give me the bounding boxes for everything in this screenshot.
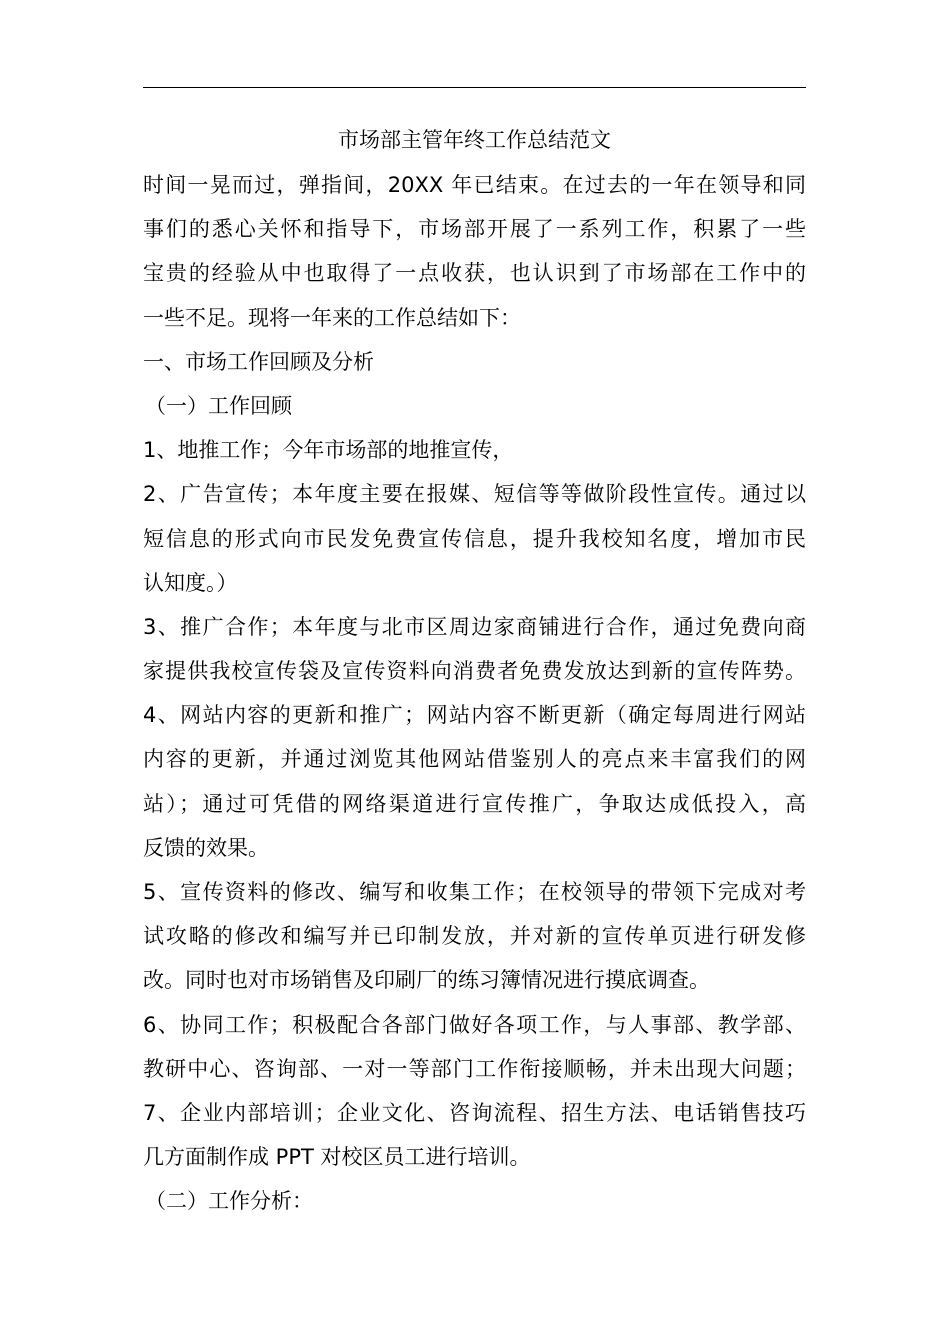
paragraph-line: 一些不足。现将一年来的工作总结如下：	[143, 305, 521, 330]
section-heading: 一、市场工作回顾及分析	[143, 349, 374, 374]
subsection-heading: （一）工作回顾	[145, 393, 292, 418]
list-item-line: 认知度。）	[143, 570, 238, 595]
list-item-line: 反馈的效果。	[143, 835, 269, 860]
subsection-heading: （二）工作分析：	[145, 1189, 313, 1214]
list-item-line: 6、协同工作；积极配合各部门做好各项工作，与人事部、教学部、	[143, 1012, 806, 1037]
list-item-line: 7、企业内部培训；企业文化、咨询流程、招生方法、电话销售技巧	[143, 1100, 806, 1125]
list-item-line: 1、地推工作；今年市场部的地推宣传，	[143, 438, 514, 463]
list-item-line: 站）；通过可凭借的网络渠道进行宣传推广，争取达成低投入，高	[143, 791, 806, 816]
document-title: 市场部主管年终工作总结范文	[338, 128, 611, 152]
list-item-line: 4、网站内容的更新和推广；网站内容不断更新（确定每周进行网站	[143, 703, 806, 728]
list-item-line: 内容的更新，并通过浏览其他网站借鉴别人的亮点来丰富我们的网	[143, 747, 806, 772]
list-item-line: 3、推广合作；本年度与北市区周边家商铺进行合作，通过免费向商	[143, 614, 806, 639]
document-body	[143, 163, 806, 1224]
list-item-line: 短信息的形式向市民发免费宣传信息，提升我校知名度，增加市民	[143, 526, 806, 551]
paragraph-line: 时间一晃而过，弹指间，20XX 年已结束。在过去的一年在领导和同	[143, 173, 806, 197]
list-item-line: 试攻略的修改和编写并已印制发放，并对新的宣传单页进行研发修	[143, 924, 806, 949]
paragraph-line: 宝贵的经验从中也取得了一点收获，也认识到了市场部在工作中的	[143, 261, 806, 286]
list-item-line: 2、广告宣传；本年度主要在报媒、短信等等做阶段性宣传。通过以	[143, 482, 806, 507]
list-item-line: 改。同时也对市场销售及印刷厂的练习簿情况进行摸底调查。	[143, 968, 710, 993]
list-item-line: 几方面制作成 PPT 对校区员工进行培训。	[143, 1145, 531, 1170]
list-item-line: 5、宣传资料的修改、编写和收集工作；在校领导的带领下完成对考	[143, 880, 806, 904]
header-rule	[143, 87, 806, 88]
paragraph-line: 事们的悉心关怀和指导下，市场部开展了一系列工作，积累了一些	[143, 217, 806, 242]
list-item-line: 家提供我校宣传袋及宣传资料向消费者免费发放达到新的宣传阵势。	[143, 659, 806, 684]
list-item-line: 教研中心、咨询部、一对一等部门工作衔接顺畅，并未出现大问题；	[143, 1056, 806, 1081]
